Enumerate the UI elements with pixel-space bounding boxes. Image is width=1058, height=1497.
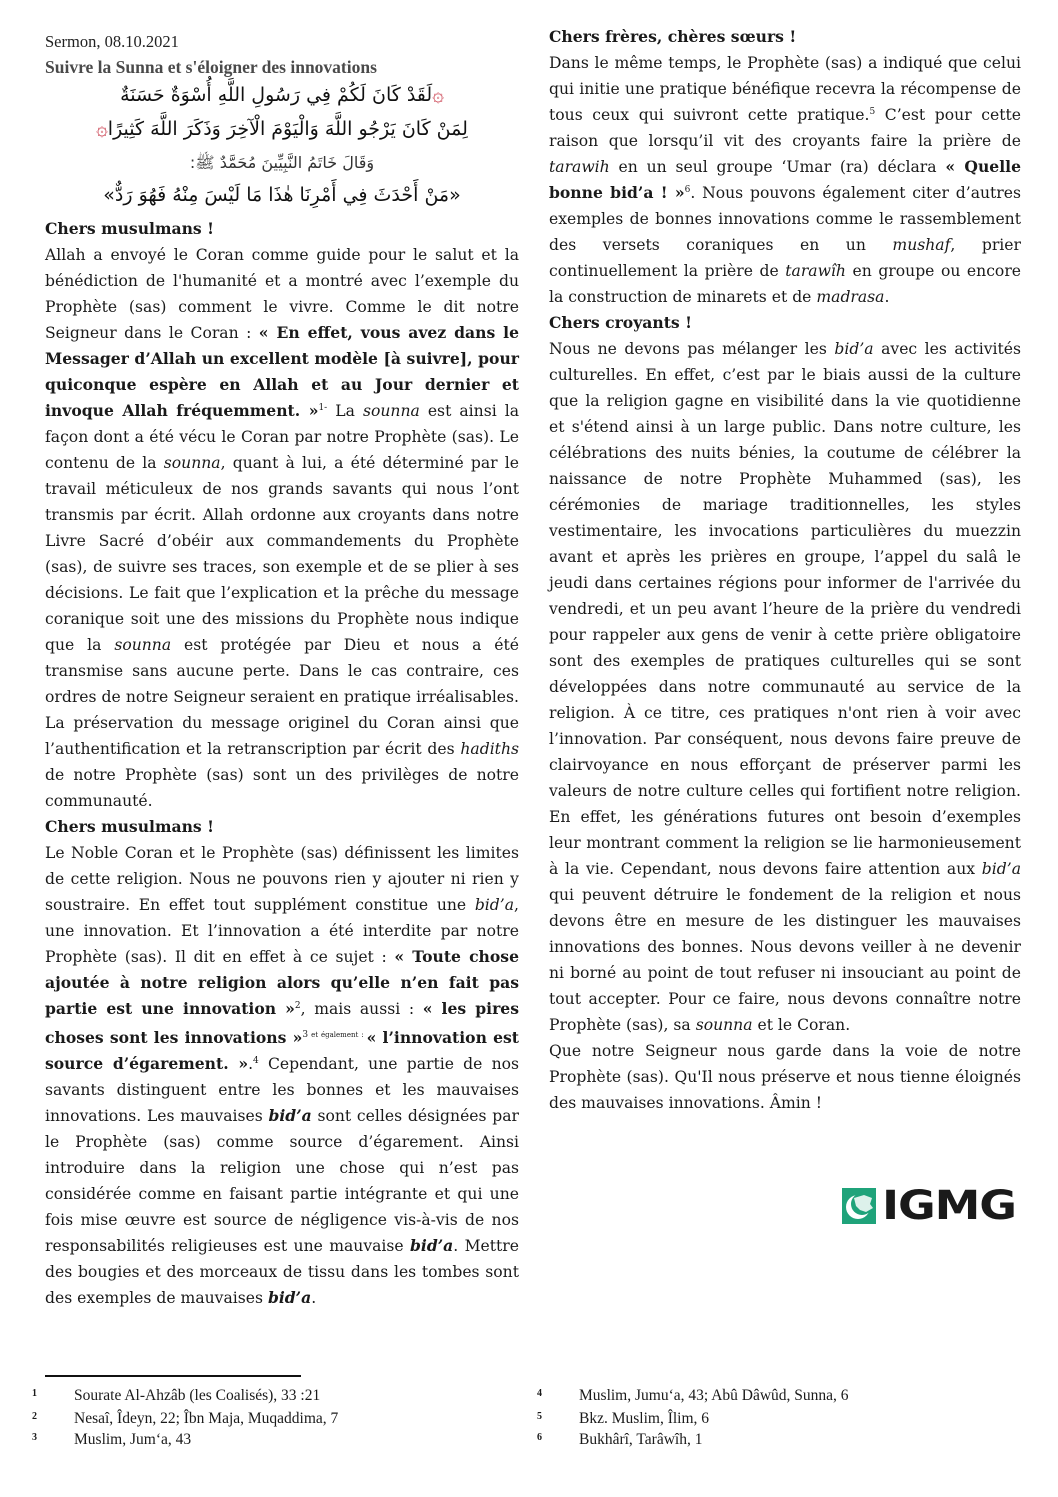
footnote-ref-2[interactable]: 2 [294,1000,301,1011]
right-column [549,24,1021,1116]
quran-verse-line-1: ۞لَقَدْ كَانَ لَكُمْ فِي رَسُولِ اللَّهِ أُسْوَةٌ حَسَنَةٌ [120,82,444,106]
closing-prayer: Que notre Seigneur nous garde dans la voie de notre Prophète (sas). Qu'Il nous préserve et nous tienne éloignés des mauvaises innovations. Âmin ! [549,1042,1021,1112]
footnote-ref-1[interactable]: 1- [318,402,328,413]
section-heading: Chers frères, chères sœurs ! [549,27,797,46]
crescent-europe-icon [842,1188,876,1224]
footnote-ref-6[interactable]: 6 [684,184,691,195]
paragraph-3: Dans le même temps, le Prophète (sas) a indiqué que celui qui initie une pratique bénéfique recevra la récompense de tous ceux qui suivront cette pratique.$^5$ C’est pour cette raison que lorsqu’il vit des croyants faire la prière de tarawih en un seul groupe ‘Umar (ra) déclara « Quelle bonne bid’a ! »$^6$. Nous pouvons également citer d’autres exemples de bonnes innovations comme le rassemblement des versets coraniques en un mushaf, prier continuellement la prière de tarawîh en groupe ou encore la construction de minarets et de madrasa. [549,54,1021,306]
footnote-ref-3[interactable]: 3 [302,1029,309,1040]
footnote-ref-5[interactable]: 5 [869,106,876,117]
left-column [45,24,519,1311]
logo-text: IGMG [882,1183,1016,1229]
paragraph-2: Le Noble Coran et le Prophète (sas) définissent les limites de cette religion. Nous ne pouvons rien y ajouter ni rien y soustraire. En effet tout supplément constitue une bid’a, une innovation. Et l’innovation a été interdite par notre Prophète (sas). Il dit en effet à ce sujet : « Toute chose ajoutée à notre religion alors qu’elle n’en fait pas partie est une innovation »$^2$, mais aussi : « les pires choses sont les innovations »$^3$ $^{et également :}$ « l’innovation est source d’égarement. ».$^4$ Cependant, une partie de nos savants distinguent entre les bonnes et les mauvaises innovations. Les mauvaises bid’a sont celles désignées par le Prophète (sas) comme source d’égarement. Ainsi introduire dans la religion une chose qui n’est pas considérée comme en faisant partie intégrante et qui une fois mise œuvre est source de négligence vis-à-vis de nos responsabilités religieuses est une mauvaise bid’a. Mettre des bougies et des morceaux de tissu dans les tombes sont des exemples de mauvaises bid’a. [45,844,520,1307]
paragraph-4: Nous ne devons pas mélanger les bid’a avec les activités culturelles. En effet, c’est par le biais aussi de la culture que la religion gagne en visibilité dans la vie quotidienne et s'étend ainsi à un large public. Dans notre culture, les célébrations des nuits bénies, la coutume de célébrer la naissance de notre Prophète Muhammed (sas), les cérémonies de mariage traditionnelles, les styles vestimentaire, les invocations particulières du muezzin avant et après les prières en groupe, l’appel du salâ le jeudi dans certaines régions pour informer de l'arrivée du vendredi, et un peu avant l’heure de la prière du vendredi pour rappeler aux gens de venir à cette prière obligatoire sont des exemples de pratiques culturelles qui se sont développées dans notre communauté au service de la religion. À ce titre, ces pratiques n'ont rien à voir avec l’innovation. Par conséquent, nous devons faire preuve de clairvoyance en nous efforçant de préserver parmi les valeurs de notre culture celles qui fortifient notre religion. En effet, les générations futures ont besoin d’exemples leur montrant comment la religion se lie harmonieusement à la vie. Cependant, nous devons faire attention aux bid’a qui peuvent détruire le fondement de la religion et nous devons être en mesure de les distinguer les mauvaises innovations des bonnes. Nous devons veiller à ne devenir ni borné au point de tout refuser ni insouciant au point de tout accepter. Pour ce faire, nous devons connaître notre Prophète (sas), sa sounna et le Coran. [549,340,1021,1034]
sermon-title: Suivre la Sunna et s'éloigner des innovations [45,57,377,77]
ornament-close-icon: ۞ [96,116,108,140]
footnote-ref-4[interactable]: 4 [253,1055,259,1066]
section-heading: Chers musulmans ! [45,817,214,836]
paragraph-1: Allah a envoyé le Coran comme guide pour le salut et la bénédiction de l'humanité et a montré avec l’exemple du Prophète (sas) comment le vivre. Comme le dit notre Seigneur dans le Coran : « En effet, vous avez dans le Messager d’Allah un excellent modèle [à suivre], pour quiconque espère en Allah et au Jour dernier et invoque Allah fréquemment. »$^{1-}$ La sounna est ainsi la façon dont a été vécu le Coran par notre Prophète (sas). Le contenu de la sounna, quant à lui, a été déterminé par le travail méticuleux de nos grands savants qui nous l’ont transmis par écrit. Allah ordonne aux croyants dans notre Livre Sacré d’obéir aux commandements du Prophète (sas), de suivre ses traces, son exemple et de se plier à ses décisions. Le fait que l’explication et la prêche du message coranique soit une des missions du Prophète nous indique que la sounna est protégée par Dieu et nous a été transmise sans aucune perte. Dans le cas contraire, ces ordres de notre Seigneur seraient en pratique irréalisables. La préservation du message originel du Coran ainsi que l’authentification et la retranscription par écrit des hadiths de notre Prophète (sas) sont un des privilèges de notre communauté. [45,246,520,810]
section-heading: Chers croyants ! [549,313,692,332]
igmg-logo [842,1183,1024,1229]
footnote-separator [45,1375,301,1377]
section-heading: Chers musulmans ! [45,219,214,238]
ornament-open-icon: ۞ [432,82,444,106]
hadith-intro: وَقَالَ خَاتَمُ النَّبِيِّينَ مُحَمَّدٌ ﷺ: [189,153,375,172]
hadith-text: «مَنْ أَحْدَثَ فِي أَمْرِنَا هٰذَا مَا لَيْسَ مِنْهُ فَهُوَ رَدٌّ» [103,184,461,206]
quran-verse-line-2: لِمَنْ كَانَ يَرْجُو اللَّهَ وَالْيَوْمَ الْآخِرَ وَذَكَرَ اللَّهَ كَثِيرًا۞ [96,116,468,140]
sermon-date: Sermon, 08.10.2021 [45,32,179,51]
